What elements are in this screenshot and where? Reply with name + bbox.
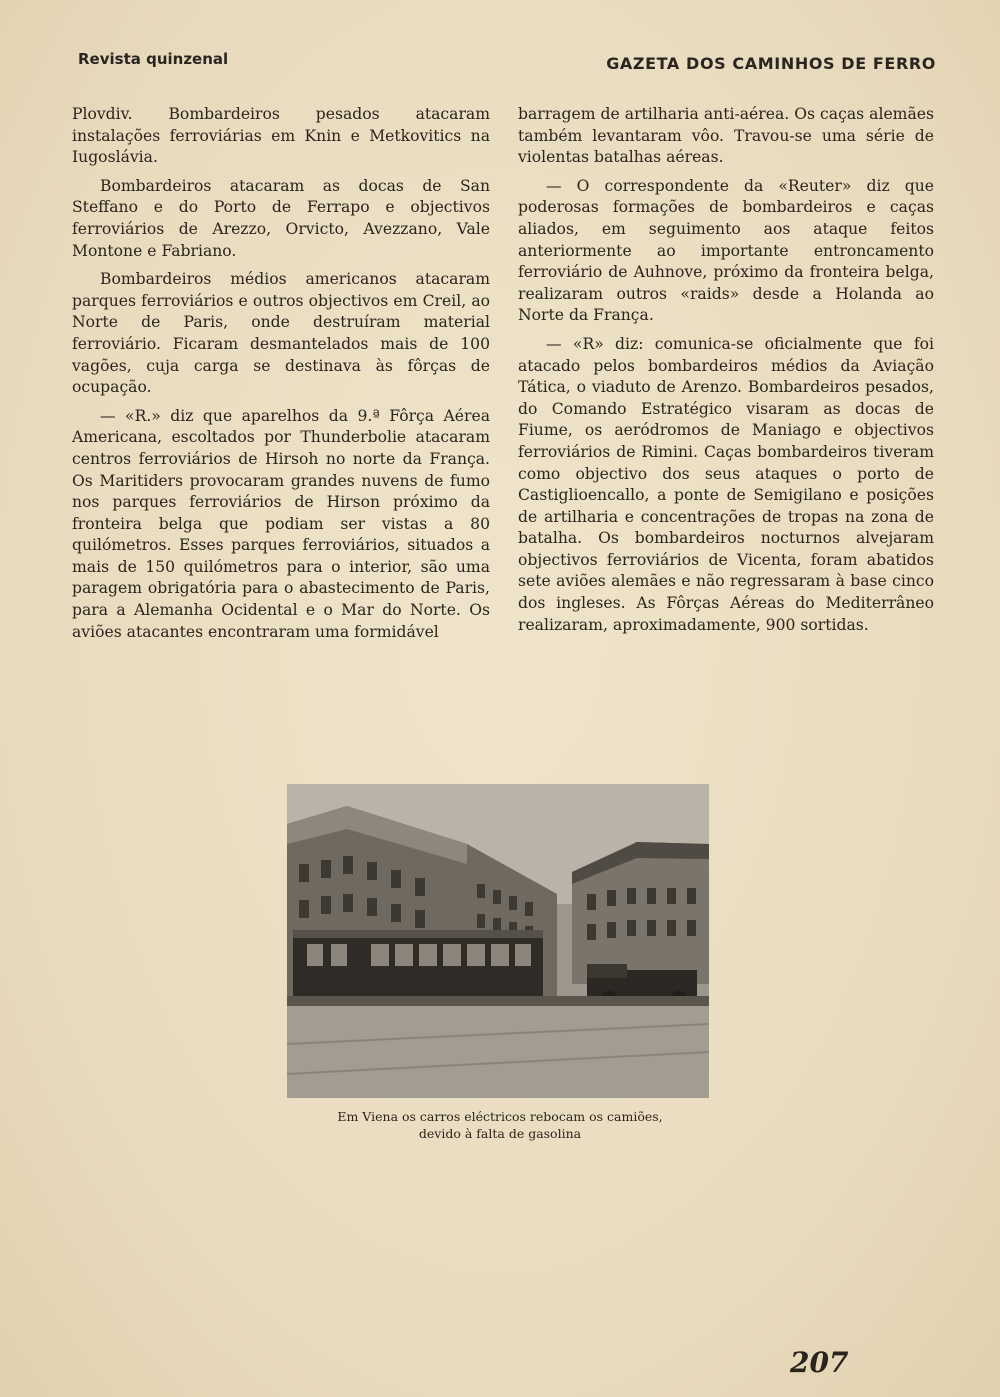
photo-caption [250,1108,750,1142]
paragraph: barragem de artilharia anti-aérea. Os caças alemães também levantaram vôo. Travou-se uma série de violentas batalhas aéreas. [518,105,934,167]
caption-line: devido à falta de gasolina [418,1126,582,1141]
paragraph: — «R.» diz que aparelhos da 9.ª Fôrça Aérea Americana, escoltados por Thunderbolie atacaram centros ferroviários de Hirsoh no norte da França. Os Maritiders provocaram grandes nuvens de fumo nos parques ferroviários de Hirson próximo da fronteira belga que podiam ser vistas a 80 quilómetros. Esses parques ferroviários, situados a mais de 150 quilómetros para o interior, são uma paragem obrigatória para o abastecimento de Paris, para a Alemanha Ocidental e o Mar do Norte. Os aviões atacantes encontraram uma formidável [72,406,490,641]
paragraph: — «R» diz: comunica-se oficialmente que foi atacado pelos bombardeiros médios da Aviação Tática, o viaduto de Arenzo. Bombardeiros pesados, do Comando Estratégico visaram as docas de Fiume, os aeródromos de Maniago e objectivos ferroviários de Rimini. Caças bombardeiros tiveram como objectivo dos seus ataques o porto de Castiglioencallo, a ponte de Semigilano e posições de artilharia e concentrações de tropas na zona de batalha. Os bombardeiros nocturnos alvejaram objectivos ferroviários de Vicenta, foram abatidos sete aviões alemães e não regressaram à base cinco dos ingleses. As Fôrças Aéreas do Mediterrâneo realizaram, aproximadamente, 900 sortidas. [518,334,934,634]
tram-photo [287,784,709,1098]
page-number: 207 [790,1346,849,1379]
paragraph: Plovdiv. Bombardeiros pesados atacaram instalações ferroviárias em Knin e Metkovitics na Iugoslávia. [72,105,490,167]
paragraph: Bombardeiros médios americanos atacaram parques ferroviários e outros objectivos em Creil, ao Norte de Paris, onde destruíram material ferroviário. Ficaram desmantelados mais de 100 vagões, cuja carga se destinava às fôrças de ocupação. [72,270,490,397]
photo-illustration [287,784,709,1098]
caption-line: Em Viena os carros eléctricos rebocam os camiões, [337,1109,663,1124]
header-right: GAZETA DOS CAMINHOS DE FERRO [606,54,936,73]
running-header [78,50,936,76]
left-column [72,104,490,650]
paragraph: — O correspondente da «Reuter» diz que poderosas formações de bombardeiros e caças aliados, em seguimento aos ataque feitos anteriormente ao importante entroncamento ferroviário de Auhnove, próximo da fronteira belga, realizaram outros «raids» desde a Holanda ao Norte da França. [518,176,934,325]
paragraph: Bombardeiros atacaram as docas de San Steffano e do Porto de Ferrapo e objectivos ferroviários de Arezzo, Orvicto, Avezzano, Vale Montone e Fabriano. [72,176,490,260]
right-column [518,104,934,643]
header-left: Revista quinzenal [78,50,229,68]
